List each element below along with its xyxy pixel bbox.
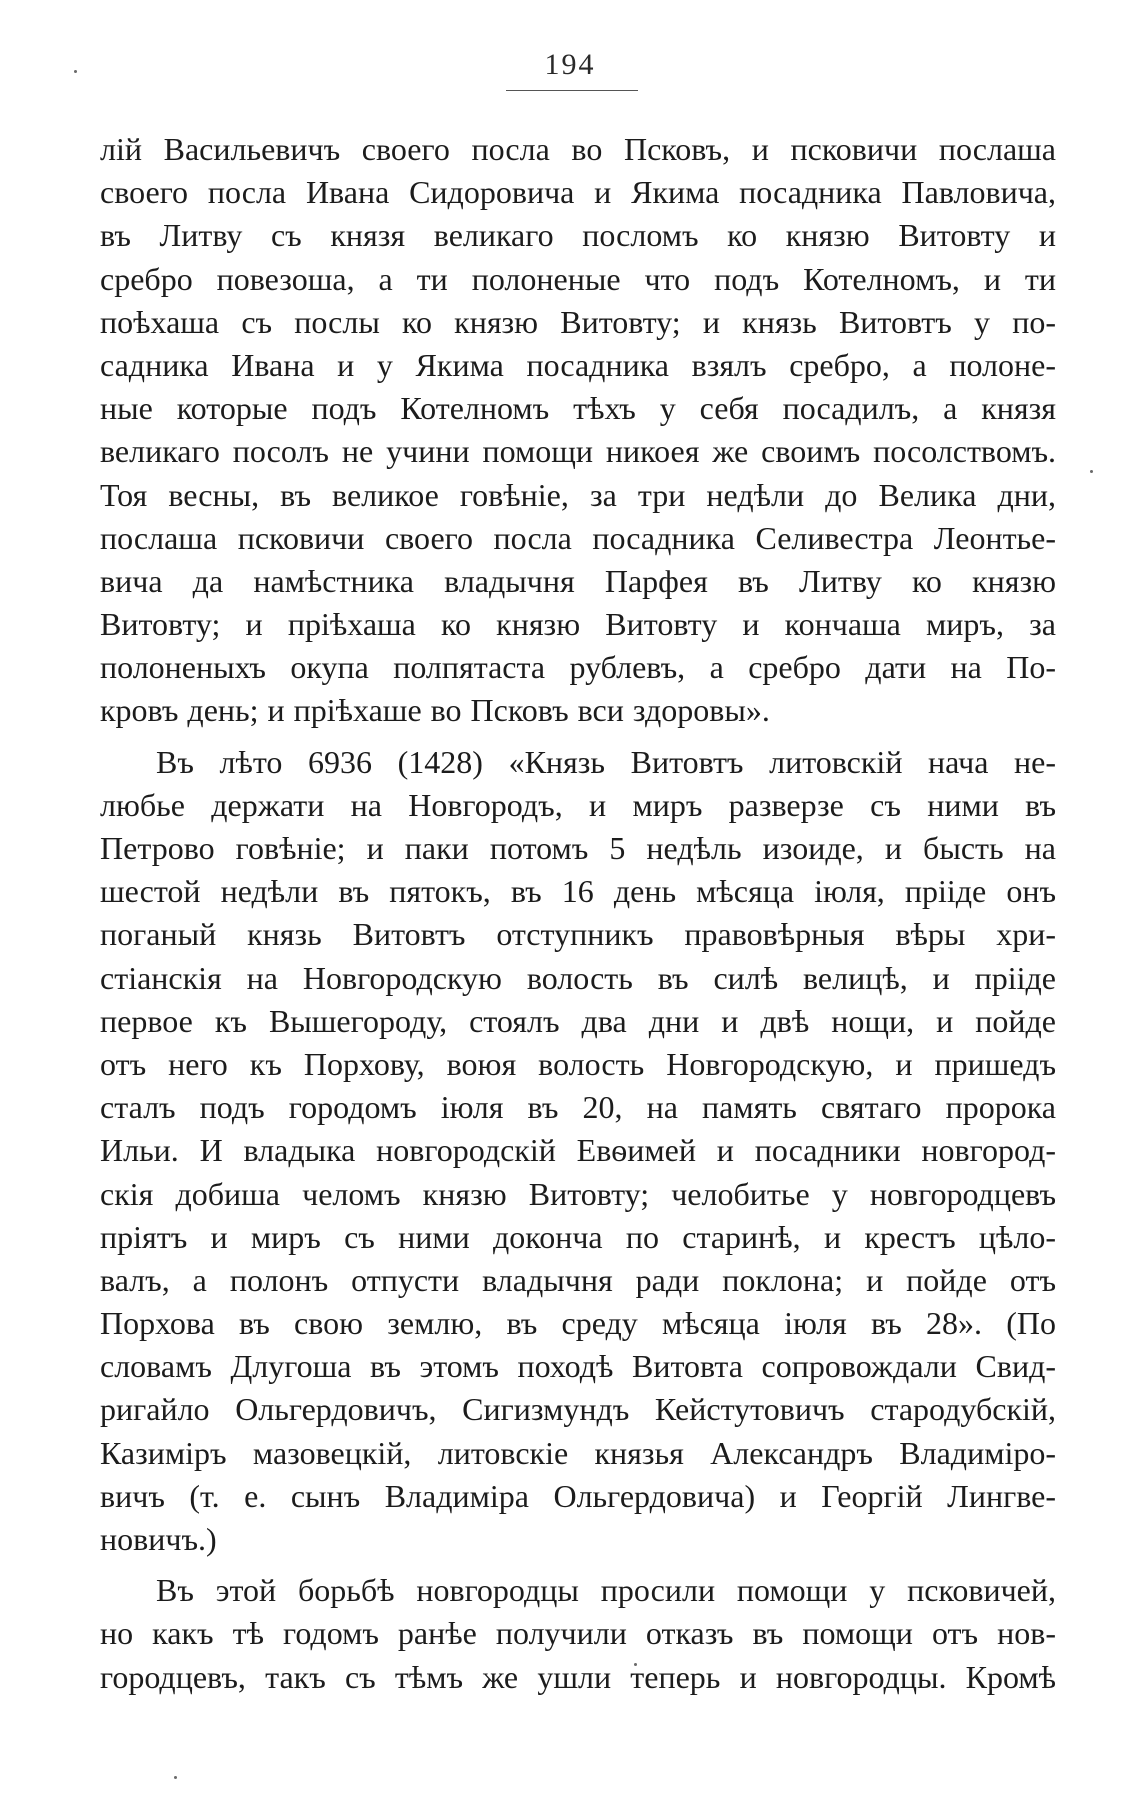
text-line: Ильи. И владыка новгородскій Евѳимей и посадники новгород- [100, 1132, 1056, 1169]
body-text [100, 128, 1056, 1699]
text-line: любье держати на Новгородъ, и миръ разверзе съ ними въ [100, 786, 1056, 823]
scan-speck [1090, 470, 1093, 473]
text-line: стіанскія на Новгородскую волость въ силѣ велицѣ, и прііде [100, 959, 1056, 996]
text-line: шестой недѣли въ пятокъ, въ 16 день мѣсяца іюля, прііде онъ [100, 873, 1056, 910]
text-line: ригайло Ольгердовичъ, Сигизмундъ Кейстутовичъ стародубскій, [100, 1391, 1056, 1428]
text-line: словамъ Длугоша въ этомъ походѣ Витовта сопровождали Свид- [100, 1348, 1056, 1385]
text-line: великаго посолъ не учини помощи никоея же своимъ посолствомъ. [100, 433, 1056, 470]
text-line: въ Литву съ князя великаго посломъ ко князю Витовту и [100, 217, 1056, 254]
text-line: вичъ (т. е. сынъ Владиміра Ольгердовича) и Георгій Лингве- [100, 1477, 1056, 1514]
text-line: Тоя весны, въ великое говѣніе, за три недѣли до Велика дни, [100, 476, 1056, 513]
text-line: Петрово говѣніе; и паки потомъ 5 недѣль изоиде, и бысть на [100, 830, 1056, 866]
scan-speck [174, 1776, 177, 1779]
text-line: вича да намѣстника владычня Парфея въ Литву ко князю [100, 562, 1056, 599]
text-line: сребро повезоша, а ти полоненые что подъ Котелномъ, и ти [100, 260, 1056, 297]
page-number-rule [506, 90, 638, 91]
text-line: но какъ тѣ годомъ ранѣе получили отказъ въ помощи отъ нов- [100, 1615, 1056, 1652]
text-line: послаша псковичи своего посла посадника Селивестра Леонтье- [100, 519, 1056, 556]
text-line: лій Васильевичъ своего посла во Псковъ, и псковичи послаша [100, 131, 1056, 167]
text-line: Порхова въ свою землю, въ среду мѣсяца іюля въ 28». (По [100, 1305, 1056, 1342]
text-line: Въ лѣто 6936 (1428) «Князь Витовтъ литовскій нача не- [156, 743, 1056, 780]
text-line: сталъ подъ городомъ іюля въ 20, на память святаго пророка [100, 1089, 1056, 1126]
text-line: отъ него къ Порхову, воюя волость Новгородскую, и пришедъ [100, 1045, 1056, 1082]
text-line: городцевъ, такъ съ тѣмъ же ушли теперь и новгородцы. Кромѣ [100, 1658, 1056, 1695]
text-line: валъ, а полонъ отпусти владычня ради поклона; и пойде отъ [100, 1261, 1056, 1298]
text-line: поганый князь Витовтъ отступникъ правовѣрныя вѣры хри- [100, 916, 1056, 953]
text-line: Въ этой борьбѣ новгородцы просили помощи у псковичей, [156, 1572, 1056, 1609]
text-line: ные которые подъ Котелномъ тѣхъ у себя посадилъ, а князя [100, 390, 1056, 427]
text-line: скія добиша челомъ князю Витовту; челобитье у новгородцевъ [100, 1175, 1056, 1212]
text-line: полоненыхъ окупа полпятаста рублевъ, а сребро дати на По- [100, 649, 1056, 686]
paragraph [100, 1569, 1056, 1699]
text-line: садника Ивана и у Якима посадника взялъ сребро, а полоне- [100, 346, 1056, 383]
text-line: поѣхаша съ послы ко князю Витовту; и князь Витовтъ у по- [100, 303, 1056, 340]
text-line: пріятъ и миръ съ ними доконча по старинѣ, и крестъ цѣло- [100, 1218, 1056, 1255]
text-line: своего посла Ивана Сидоровича и Якима посадника Павловича, [100, 174, 1056, 211]
text-line: новичъ.) [100, 1521, 217, 1557]
text-line: кровъ день; и пріѣхаше во Псковъ вси здоровы». [100, 692, 770, 729]
text-line: Казиміръ мазовецкій, литовскіе князья Александръ Владиміро- [100, 1434, 1056, 1471]
text-line: Витовту; и пріѣхаша ко князю Витовту и кончаша миръ, за [100, 606, 1056, 643]
paragraph [100, 128, 1056, 733]
paragraph [100, 741, 1056, 1562]
text-line: первое къ Вышегороду, стоялъ два дни и двѣ нощи, и пойде [100, 1002, 1056, 1039]
scan-speck [74, 70, 77, 73]
page-number: 194 [544, 48, 596, 81]
